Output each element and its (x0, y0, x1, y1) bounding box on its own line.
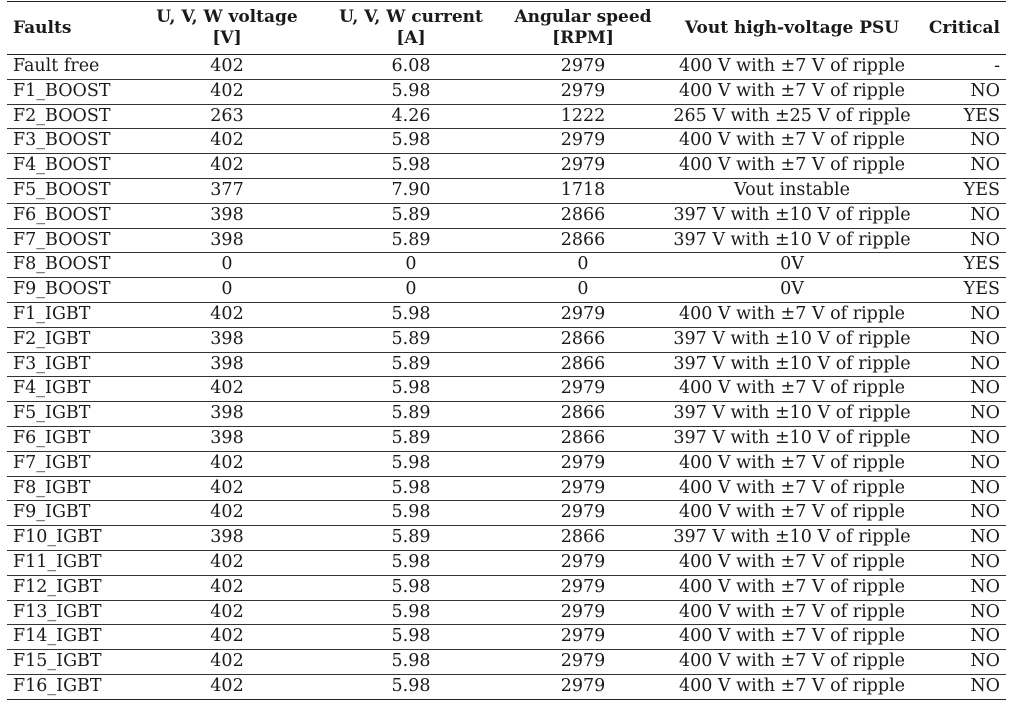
table-row (7, 550, 1006, 575)
cell-current: 5.89 (319, 526, 503, 551)
cell-voltage: 263 (135, 104, 319, 129)
cell-current: 5.98 (319, 129, 503, 154)
cell-fault: F10_IGBT (7, 526, 135, 551)
cell-current: 5.98 (319, 476, 503, 501)
cell-speed: 2979 (503, 377, 663, 402)
cell-voltage: 402 (135, 451, 319, 476)
cell-voltage: 402 (135, 575, 319, 600)
cell-voltage: 398 (135, 203, 319, 228)
cell-voltage: 398 (135, 526, 319, 551)
cell-current: 5.98 (319, 600, 503, 625)
table-row (7, 625, 1006, 650)
cell-speed: 2979 (503, 79, 663, 104)
cell-speed: 2979 (503, 302, 663, 327)
cell-speed: 2866 (503, 352, 663, 377)
cell-psu: 400 V with ±7 V of ripple (663, 674, 921, 699)
cell-current: 5.98 (319, 575, 503, 600)
cell-psu: 400 V with ±7 V of ripple (663, 129, 921, 154)
cell-voltage: 402 (135, 600, 319, 625)
cell-critical: YES (921, 278, 1006, 303)
cell-critical: NO (921, 674, 1006, 699)
cell-current: 5.98 (319, 501, 503, 526)
cell-speed: 2979 (503, 674, 663, 699)
cell-speed: 2979 (503, 129, 663, 154)
cell-speed: 2866 (503, 402, 663, 427)
table-row (7, 129, 1006, 154)
table-body (7, 55, 1006, 700)
cell-fault: F1_BOOST (7, 79, 135, 104)
cell-current: 5.98 (319, 625, 503, 650)
cell-voltage: 402 (135, 79, 319, 104)
table-row (7, 104, 1006, 129)
cell-speed: 0 (503, 253, 663, 278)
cell-current: 5.98 (319, 550, 503, 575)
cell-voltage: 402 (135, 154, 319, 179)
table-row (7, 476, 1006, 501)
cell-psu: 397 V with ±10 V of ripple (663, 203, 921, 228)
cell-critical: NO (921, 550, 1006, 575)
cell-current: 7.90 (319, 178, 503, 203)
cell-fault: F2_IGBT (7, 327, 135, 352)
cell-critical: YES (921, 104, 1006, 129)
cell-critical: NO (921, 352, 1006, 377)
cell-fault: F3_IGBT (7, 352, 135, 377)
header-speed-title: Angular speed (514, 7, 652, 27)
cell-psu: 0V (663, 253, 921, 278)
cell-current: 5.98 (319, 302, 503, 327)
cell-fault: F4_BOOST (7, 154, 135, 179)
cell-current: 5.98 (319, 451, 503, 476)
table-row (7, 327, 1006, 352)
cell-fault: F9_BOOST (7, 278, 135, 303)
cell-speed: 2979 (503, 550, 663, 575)
fault-table-container (7, 1, 1006, 700)
header-current-unit: [A] (396, 28, 426, 48)
cell-voltage: 398 (135, 352, 319, 377)
cell-critical: NO (921, 526, 1006, 551)
table-row (7, 402, 1006, 427)
cell-voltage: 402 (135, 55, 319, 80)
cell-current: 5.89 (319, 228, 503, 253)
cell-voltage: 402 (135, 625, 319, 650)
cell-fault: F7_IGBT (7, 451, 135, 476)
cell-critical: NO (921, 79, 1006, 104)
header-current (319, 2, 503, 55)
cell-psu: 400 V with ±7 V of ripple (663, 600, 921, 625)
cell-speed: 2979 (503, 575, 663, 600)
cell-voltage: 402 (135, 674, 319, 699)
cell-current: 5.98 (319, 154, 503, 179)
cell-psu: 400 V with ±7 V of ripple (663, 79, 921, 104)
table-row (7, 352, 1006, 377)
table-row (7, 451, 1006, 476)
cell-current: 6.08 (319, 55, 503, 80)
cell-speed: 2866 (503, 526, 663, 551)
cell-voltage: 398 (135, 426, 319, 451)
cell-fault: F13_IGBT (7, 600, 135, 625)
cell-psu: 400 V with ±7 V of ripple (663, 451, 921, 476)
cell-current: 5.98 (319, 650, 503, 675)
table-row (7, 228, 1006, 253)
cell-fault: F15_IGBT (7, 650, 135, 675)
cell-psu: 397 V with ±10 V of ripple (663, 327, 921, 352)
cell-current: 5.89 (319, 426, 503, 451)
cell-critical: NO (921, 402, 1006, 427)
table-row (7, 575, 1006, 600)
cell-speed: 2979 (503, 55, 663, 80)
cell-fault: F14_IGBT (7, 625, 135, 650)
cell-psu: 265 V with ±25 V of ripple (663, 104, 921, 129)
table-header (7, 2, 1006, 55)
cell-voltage: 402 (135, 550, 319, 575)
cell-speed: 2866 (503, 426, 663, 451)
cell-fault: F4_IGBT (7, 377, 135, 402)
fault-analysis-table (7, 1, 1006, 700)
cell-fault: F5_BOOST (7, 178, 135, 203)
cell-psu: 400 V with ±7 V of ripple (663, 302, 921, 327)
cell-speed: 0 (503, 278, 663, 303)
cell-speed: 2979 (503, 600, 663, 625)
cell-fault: Fault free (7, 55, 135, 80)
cell-voltage: 0 (135, 253, 319, 278)
cell-voltage: 377 (135, 178, 319, 203)
cell-critical: NO (921, 451, 1006, 476)
cell-speed: 2979 (503, 476, 663, 501)
cell-speed: 2979 (503, 625, 663, 650)
table-row (7, 253, 1006, 278)
cell-voltage: 402 (135, 377, 319, 402)
cell-voltage: 402 (135, 501, 319, 526)
table-row (7, 600, 1006, 625)
table-row (7, 426, 1006, 451)
cell-current: 5.89 (319, 327, 503, 352)
cell-critical: NO (921, 650, 1006, 675)
table-row (7, 203, 1006, 228)
cell-current: 5.98 (319, 377, 503, 402)
cell-critical: YES (921, 253, 1006, 278)
cell-speed: 2866 (503, 327, 663, 352)
cell-psu: 0V (663, 278, 921, 303)
header-speed (503, 2, 663, 55)
table-row (7, 302, 1006, 327)
cell-fault: F11_IGBT (7, 550, 135, 575)
header-row (7, 2, 1006, 55)
cell-fault: F16_IGBT (7, 674, 135, 699)
table-row (7, 178, 1006, 203)
cell-fault: F9_IGBT (7, 501, 135, 526)
cell-voltage: 402 (135, 476, 319, 501)
cell-fault: F12_IGBT (7, 575, 135, 600)
cell-psu: 397 V with ±10 V of ripple (663, 426, 921, 451)
cell-voltage: 0 (135, 278, 319, 303)
cell-critical: NO (921, 154, 1006, 179)
cell-psu: 400 V with ±7 V of ripple (663, 501, 921, 526)
table-row (7, 501, 1006, 526)
header-psu: Vout high-voltage PSU (663, 2, 921, 55)
cell-fault: F6_BOOST (7, 203, 135, 228)
cell-critical: NO (921, 625, 1006, 650)
cell-voltage: 402 (135, 302, 319, 327)
cell-fault: F7_BOOST (7, 228, 135, 253)
table-row (7, 278, 1006, 303)
cell-psu: 397 V with ±10 V of ripple (663, 402, 921, 427)
cell-psu: 397 V with ±10 V of ripple (663, 228, 921, 253)
cell-fault: F8_IGBT (7, 476, 135, 501)
header-faults: Faults (7, 2, 135, 55)
cell-fault: F5_IGBT (7, 402, 135, 427)
cell-psu: 400 V with ±7 V of ripple (663, 650, 921, 675)
cell-fault: F8_BOOST (7, 253, 135, 278)
cell-critical: NO (921, 377, 1006, 402)
cell-current: 5.98 (319, 674, 503, 699)
cell-critical: NO (921, 129, 1006, 154)
cell-speed: 1718 (503, 178, 663, 203)
cell-speed: 2979 (503, 154, 663, 179)
cell-critical: NO (921, 302, 1006, 327)
cell-voltage: 402 (135, 129, 319, 154)
cell-speed: 2979 (503, 501, 663, 526)
cell-critical: NO (921, 327, 1006, 352)
cell-voltage: 402 (135, 650, 319, 675)
table-row (7, 79, 1006, 104)
cell-psu: 400 V with ±7 V of ripple (663, 377, 921, 402)
cell-psu: 397 V with ±10 V of ripple (663, 526, 921, 551)
header-voltage-title: U, V, W voltage (156, 7, 298, 27)
cell-voltage: 398 (135, 327, 319, 352)
table-row (7, 674, 1006, 699)
cell-current: 5.89 (319, 352, 503, 377)
cell-speed: 2866 (503, 203, 663, 228)
table-row (7, 377, 1006, 402)
table-row (7, 154, 1006, 179)
cell-fault: F2_BOOST (7, 104, 135, 129)
cell-fault: F6_IGBT (7, 426, 135, 451)
cell-current: 4.26 (319, 104, 503, 129)
header-voltage (135, 2, 319, 55)
cell-critical: NO (921, 476, 1006, 501)
cell-critical: - (921, 55, 1006, 80)
cell-fault: F1_IGBT (7, 302, 135, 327)
cell-current: 0 (319, 253, 503, 278)
table-row (7, 526, 1006, 551)
cell-fault: F3_BOOST (7, 129, 135, 154)
cell-critical: YES (921, 178, 1006, 203)
cell-critical: NO (921, 426, 1006, 451)
cell-critical: NO (921, 228, 1006, 253)
cell-critical: NO (921, 203, 1006, 228)
cell-critical: NO (921, 501, 1006, 526)
cell-voltage: 398 (135, 228, 319, 253)
cell-psu: 400 V with ±7 V of ripple (663, 55, 921, 80)
cell-speed: 2979 (503, 650, 663, 675)
cell-psu: 400 V with ±7 V of ripple (663, 154, 921, 179)
header-voltage-unit: [V] (212, 28, 242, 48)
header-current-title: U, V, W current (339, 7, 483, 27)
cell-psu: 397 V with ±10 V of ripple (663, 352, 921, 377)
cell-speed: 2866 (503, 228, 663, 253)
cell-psu: 400 V with ±7 V of ripple (663, 550, 921, 575)
cell-current: 0 (319, 278, 503, 303)
cell-current: 5.89 (319, 402, 503, 427)
cell-psu: 400 V with ±7 V of ripple (663, 575, 921, 600)
cell-current: 5.89 (319, 203, 503, 228)
table-row (7, 55, 1006, 80)
table-row (7, 650, 1006, 675)
cell-critical: NO (921, 575, 1006, 600)
cell-psu: 400 V with ±7 V of ripple (663, 625, 921, 650)
cell-current: 5.98 (319, 79, 503, 104)
cell-voltage: 398 (135, 402, 319, 427)
cell-critical: NO (921, 600, 1006, 625)
cell-speed: 2979 (503, 451, 663, 476)
header-speed-unit: [RPM] (552, 28, 614, 48)
cell-psu: 400 V with ±7 V of ripple (663, 476, 921, 501)
cell-psu: Vout instable (663, 178, 921, 203)
header-critical: Critical (921, 2, 1006, 55)
cell-speed: 1222 (503, 104, 663, 129)
